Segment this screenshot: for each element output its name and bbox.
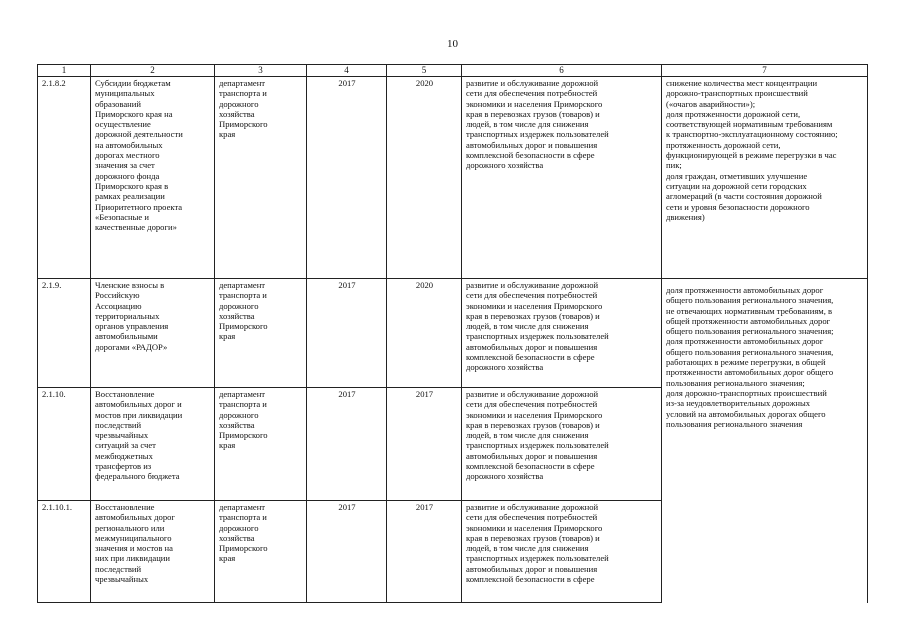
start-year: 2017 [307, 279, 387, 388]
row-number: 2.1.10. [38, 388, 91, 501]
expected-result: развитие и обслуживание дорожной сети для обеспечения потребностей экономики и населения Приморского края в перевозках грузов (товаров) и людей, в том числе для снижения транспортных издержек пользователей автомобильных дорог и повышения комплексной безопасности в сфере дорожного хозяйства [462, 77, 662, 279]
header-col-3: 3 [215, 65, 307, 77]
indicators: снижение количества мест концентрации дорожно-транспортных происшествий («очагов аварийности»); доля протяженности дорожной сети, соответствующей нормативным требованиям к транспортно-эксплуатационному состоянию; протяженность дорожной сети, функционирующей в режиме перегрузки в час пик; доля граждан, отметивших улучшение ситуации на дорожной сети городских агломераций (в части состояния дорожной сети и уровня безопасности дорожного движения) [662, 77, 868, 279]
header-col-6: 6 [462, 65, 662, 77]
end-year: 2017 [387, 388, 462, 501]
end-year: 2020 [387, 77, 462, 279]
header-col-2: 2 [91, 65, 215, 77]
executor: департамент транспорта и дорожного хозяйства Приморского края [215, 501, 307, 603]
expected-result: развитие и обслуживание дорожной сети для обеспечения потребностей экономики и населения Приморского края в перевозках грузов (товаров) и людей, в том числе для снижения транспортных издержек пользователей автомобильных дорог и повышения комплексной безопасности в сфере дорожного хозяйства [462, 388, 662, 501]
header-col-7: 7 [662, 65, 868, 77]
activity-name: Восстановление автомобильных дорог регионального или межмуниципального значения и мостов на них при ликвидации последствий чрезвычайных [91, 501, 215, 603]
header-col-4: 4 [307, 65, 387, 77]
start-year: 2017 [307, 501, 387, 603]
header-col-1: 1 [38, 65, 91, 77]
page-number: 10 [447, 38, 458, 50]
activity-name: Восстановление автомобильных дорог и мостов при ликвидации последствий чрезвычайных ситуаций за счет межбюджетных трансфертов из федерального бюджета [91, 388, 215, 501]
row-number: 2.1.10.1. [38, 501, 91, 603]
expected-result: развитие и обслуживание дорожной сети для обеспечения потребностей экономики и населения Приморского края в перевозках грузов (товаров) и людей, в том числе для снижения транспортных издержек пользователей автомобильных дорог и повышения комплексной безопасности в сфере дорожного хозяйства [462, 279, 662, 388]
table-row [38, 279, 868, 388]
header-row [38, 65, 868, 77]
activity-name: Субсидии бюджетам муниципальных образований Приморского края на осуществление дорожной деятельности на автомобильных дорогах местного значения за счет дорожного фонда Приморского края в рамках реализации Приоритетного проекта «Безопасные и качественные дороги» [91, 77, 215, 279]
table-row [38, 77, 868, 279]
executor: департамент транспорта и дорожного хозяйства Приморского края [215, 77, 307, 279]
activities-table [37, 64, 868, 603]
activity-name: Членские взносы в Российскую Ассоциацию территориальных органов управления автомобильными дорогами «РАДОР» [91, 279, 215, 388]
row-number: 2.1.8.2 [38, 77, 91, 279]
end-year: 2017 [387, 501, 462, 603]
expected-result: развитие и обслуживание дорожной сети для обеспечения потребностей экономики и населения Приморского края в перевозках грузов (товаров) и людей, в том числе для снижения транспортных издержек пользователей автомобильных дорог и повышения комплексной безопасности в сфере [462, 501, 662, 603]
row-number: 2.1.9. [38, 279, 91, 388]
header-col-5: 5 [387, 65, 462, 77]
executor: департамент транспорта и дорожного хозяйства Приморского края [215, 388, 307, 501]
start-year: 2017 [307, 77, 387, 279]
indicators: доля протяженности автомобильных дорог общего пользования регионального значения, не отвечающих нормативным требованиям, в общей протяженности автомобильных дорог общего пользования регионального значения; доля протяженности автомобильных дорог общего пользования регионального значения, работающих в режиме перегрузки, в общей протяженности автомобильных дорог общего пользования регионального значения; доля дорожно-транспортных происшествий из-за неудовлетворительных дорожных условий на автомобильных дорогах общего пользования регионального значения [662, 279, 868, 603]
executor: департамент транспорта и дорожного хозяйства Приморского края [215, 279, 307, 388]
start-year: 2017 [307, 388, 387, 501]
end-year: 2020 [387, 279, 462, 388]
